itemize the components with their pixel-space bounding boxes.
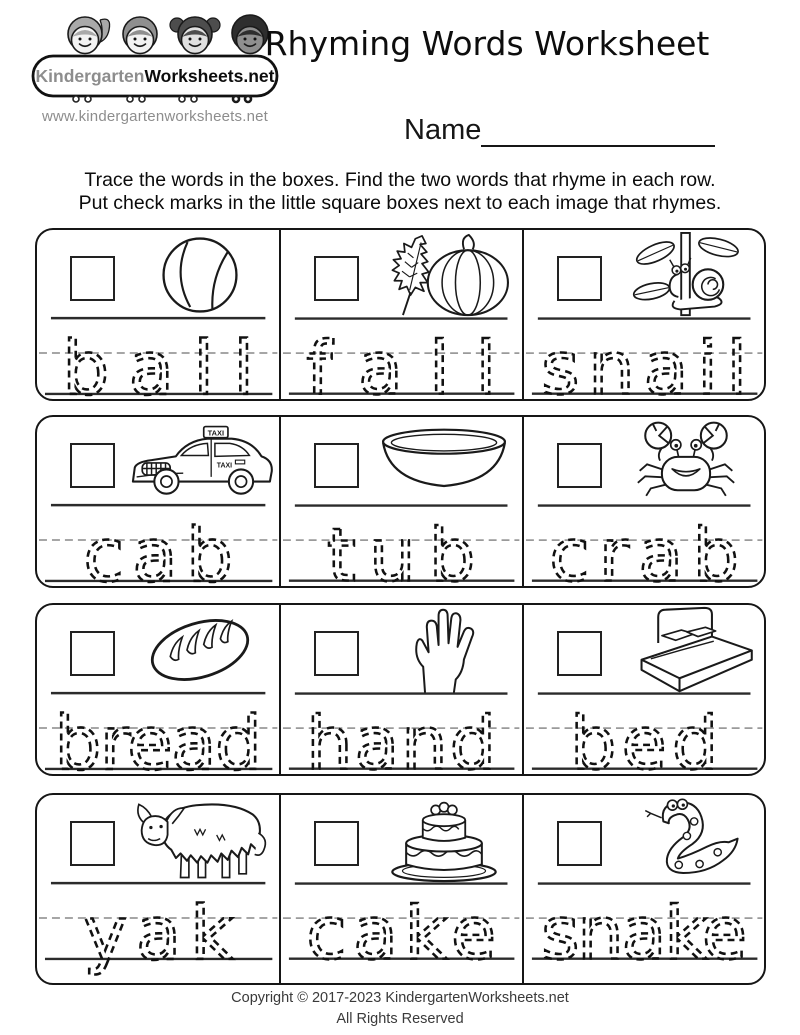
name-label: Name (404, 114, 482, 146)
page-title: Rhyming Words Worksheet (264, 24, 710, 63)
traceable-word: yak (83, 891, 233, 977)
rhyme-checkbox-bread[interactable] (70, 631, 115, 676)
traceable-word: crab (548, 513, 739, 599)
bread-icon (123, 608, 276, 692)
svg-text:TAXI: TAXI (216, 462, 232, 470)
writing-area (281, 499, 521, 599)
word-cell-fall (279, 230, 521, 412)
rhyme-checkbox-fall[interactable] (314, 256, 359, 301)
instructions-line2: Put check marks in the little square boxes next to each image that rhymes. (78, 192, 722, 214)
writing-area (524, 877, 764, 985)
rhyme-checkbox-snake[interactable] (557, 821, 602, 866)
crab-icon (610, 420, 763, 504)
rhyme-checkbox-ball[interactable] (70, 256, 115, 301)
rhyme-checkbox-snail[interactable] (557, 256, 602, 301)
website-url: www.kindergartenworksheets.net (41, 108, 269, 125)
word-cell-cake (279, 795, 521, 983)
traceable-word: bed (569, 701, 718, 787)
word-cell-snail (522, 230, 764, 412)
snake-icon (610, 798, 763, 882)
word-cell-crab (522, 417, 764, 599)
word-cell-yak (37, 795, 279, 983)
writing-area (524, 687, 764, 787)
grid-row-4 (35, 793, 766, 985)
taxi-icon (123, 420, 276, 504)
word-cell-bread (37, 605, 279, 787)
traceable-word: ball (62, 326, 254, 412)
svg-text:KindergartenWorksheets.net (36, 66, 275, 86)
writing-area (281, 877, 521, 985)
yak-icon (123, 798, 276, 882)
worksheet-grid (35, 228, 766, 985)
traceable-word: bread (54, 701, 262, 787)
rhyme-checkbox-cab[interactable] (70, 443, 115, 488)
grid-row-2 (35, 415, 766, 599)
writing-area (37, 499, 279, 599)
footer (0, 988, 800, 1030)
rhyme-checkbox-yak[interactable] (70, 821, 115, 866)
site-logo (30, 10, 280, 111)
cake-icon (367, 798, 520, 882)
instructions-line1: Trace the words in the boxes. Find the two words that rhyme in each row. (84, 169, 716, 191)
name-input-line[interactable] (481, 115, 715, 147)
word-cell-ball (37, 230, 279, 412)
svg-text:TAXI: TAXI (207, 428, 224, 438)
brand-black: Worksheets.net (144, 66, 275, 86)
rhyme-checkbox-bed[interactable] (557, 631, 602, 676)
word-cell-hand (279, 605, 521, 787)
traceable-word: snake (540, 891, 747, 977)
rhyme-checkbox-crab[interactable] (557, 443, 602, 488)
rights-text: All Rights Reserved (336, 1011, 464, 1027)
bed-icon (610, 608, 763, 692)
writing-area (281, 312, 521, 412)
writing-area (37, 687, 279, 787)
traceable-word: cake (306, 891, 497, 977)
rhyme-checkbox-tub[interactable] (314, 443, 359, 488)
traceable-word: tub (327, 513, 476, 599)
hand-icon (367, 608, 520, 692)
copyright-text: Copyright © 2017-2023 KindergartenWorksheets.net (231, 990, 569, 1006)
word-cell-cab (37, 417, 279, 599)
tub-icon (367, 420, 520, 504)
writing-area (524, 499, 764, 599)
traceable-word: snail (540, 326, 747, 412)
word-cell-bed (522, 605, 764, 787)
traceable-word: fall (306, 326, 497, 412)
kids-logo-icon (30, 10, 280, 106)
writing-area (281, 687, 521, 787)
rhyme-checkbox-hand[interactable] (314, 631, 359, 676)
writing-area (37, 312, 279, 412)
baseball-icon (123, 233, 276, 317)
writing-area (37, 877, 279, 985)
traceable-word: hand (306, 701, 497, 787)
grid-row-1 (35, 228, 766, 412)
word-cell-tub (279, 417, 521, 599)
rhyme-checkbox-cake[interactable] (314, 821, 359, 866)
writing-area (524, 312, 764, 412)
snail-icon (610, 233, 763, 317)
instructions (0, 169, 800, 215)
name-row (404, 114, 715, 147)
word-cell-snake (522, 795, 764, 983)
grid-row-3 (35, 603, 766, 787)
brand-gray: Kindergarten (35, 66, 145, 86)
leaf-and-pumpkin-icon (367, 233, 520, 317)
traceable-word: cab (83, 513, 233, 599)
